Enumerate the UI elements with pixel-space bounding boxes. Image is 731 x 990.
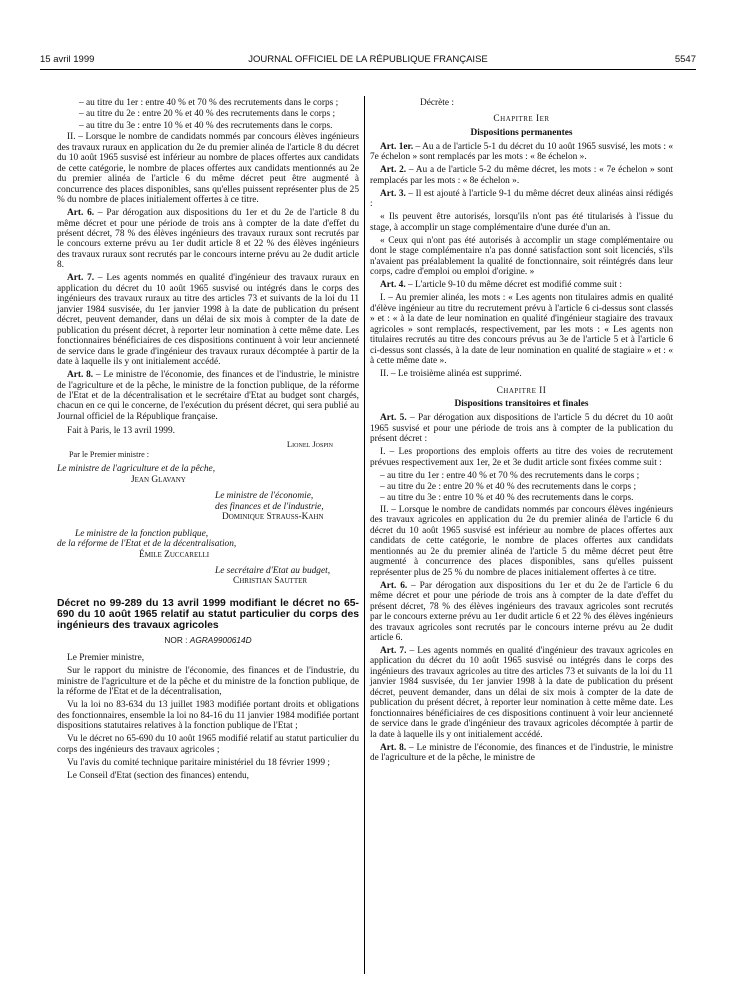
list-item: – au titre du 3e : entre 10 % et 40 % des recrutements dans le corps. [79,120,333,131]
article-7 [370,646,673,740]
name-agriculture: Jean Glavany [131,474,186,485]
article-label: Art. 8. [380,742,407,753]
article-label: Art. 8. [67,370,94,381]
nor-line [57,635,359,645]
article-7 [57,273,359,367]
article-3 [370,189,673,210]
list-item: – au titre du 1er : entre 40 % et 70 % des recrutements dans le corps ; [79,98,339,108]
article-text: – Par dérogation aux dispositions du 1er et du 2e de l'article 6 du même décret et pour une période de trois ans à compter de la date d'effet du présent décret, 78 % des élèves ingénieurs des travaux agricoles sont recrutés par le concours externe prévu au 1er dudit article 6 et 22 % des élèves ingénieurs des travaux agricoles sont recrutés par le concours interne prévu au 2e dudit article 6. [370,580,673,643]
signer-pm: Lionel Jospin [286,439,333,450]
right-column [370,98,673,766]
decrete: Décrète : [420,98,454,108]
article-text: – Au a de l'article 5-2 du même décret, les mots : « 7e échelon » sont remplacés par les mots : « 8e échelon ». [370,165,673,186]
quote-1: « Ils peuvent être autorisés, lorsqu'ils n'ont pas été titularisés à l'issue du stage, à accomplir un stage complémentaire d'une durée d'un an. [370,212,673,233]
name-fp: Émile Zuccarelli [139,549,210,560]
article-text: – Par dérogation aux dispositions de l'article 5 du décret du 10 août 1965 susvisé et pour une période de trois ans à compter de la publication du présent décret : [370,413,673,445]
preamble-line: Vu le décret no 65-690 du 10 août 1965 modifié relatif au statut particulier du corps des ingénieurs des travaux agricoles ; [57,734,359,755]
article-label: Art. 7. [380,646,407,657]
preamble-line: Vu l'avis du comité technique paritaire ministériel du 18 février 1999 ; [67,757,330,768]
article-8 [370,743,673,764]
paragraph-II: II. – Lorsque le nombre de candidats nommés par concours élèves ingénieurs des travaux ruraux en application du 2e du premier alinéa de l'article 8 du décret du 10 août 1965 susvisé est inférieur au nombre de places offertes aux candidats de cette catégorie, le nombre de places offertes aux candidats mentionnés au 2e du premier alinéa de l'article 6 du même décret peut être augmenté à concurrence des places disponibles, sans qu'elles puissent représenter plus de 25 % du nombre de places initialement offertes à ce titre. [57,132,359,206]
minister-fp-2: de la réforme de l'Etat et de la décentralisation, [57,539,237,550]
article-8 [57,370,359,422]
article-1 [370,142,673,163]
preamble-line: Le Conseil d'Etat (section des finances) entendu, [67,770,250,781]
article-5-I: I. – Les proportions des emplois offerts au titre des voies de recrutement prévues respectivement aux 1er, 2e et 3e dudit article sont fixées comme suit : [370,447,673,468]
column-separator [364,96,365,974]
header-date: 15 avril 1999 [40,54,95,65]
article-text: – Au a de l'article 5-1 du décret du 10 août 1965 susvisé, les mots : « 7e échelon » sont remplacés par les mots : « 8e échelon ». [370,141,674,163]
minister-agriculture: Le ministre de l'agriculture et de la pêche, [57,464,216,475]
header-rule [40,69,696,70]
article-6 [57,208,359,271]
article-6 [370,581,673,644]
article-4-II: II. – Le troisième alinéa est supprimé. [380,369,522,380]
list-item: – au titre du 1er : entre 40 % et 70 % des recrutements dans le corps ; [380,470,640,481]
chapter-1-title: Dispositions permanentes [470,127,573,138]
article-label: Art. 4. [380,280,406,291]
par-le-premier-ministre: Par le Premier ministre : [69,449,150,459]
article-text: – Les agents nommés en qualité d'ingénieur des travaux agricoles en application du décret du 10 août 1965 susvisé ou intégrés dans le corps des ingénieurs des travaux agricoles au titre des articles 73 et suivants de la loi du 11 janvier 1984 susvisée, du 1er janvier 1998 à la date de publication du présent décret, peuvent demander, dans un délai de six mois à compter de la date de publication du présent décret, à reporter leur nomination à cette même date. Les fonctionnaires bénéficiaires de ces dispositions continuent à voir leur ancienneté de service dans le grade d'ingénieur des travaux agricoles décomptée à partir de la date à laquelle ils y ont initialement accédé. [370,646,673,740]
article-4 [370,280,673,290]
article-text: – Par dérogation aux dispositions du 1er et du 2e de l'article 8 du même décret et pour une période de trois ans à compter de la date d'effet du présent décret, 78 % des élèves ingénieurs des travaux ruraux sont recrutés par le concours externe prévu au 1er dudit article 8 et 22 % des élèves ingénieurs des travaux ruraux sont recrutés par le concours interne prévu au 2e dudit article 8. [57,208,359,271]
name-economy: Dominique Strauss-Kahn [222,512,324,523]
list-item: – au titre du 2e : entre 20 % et 40 % des recrutements dans le corps ; [380,482,637,493]
article-text: – Le ministre de l'économie, des finances et de l'industrie, le ministre de l'agriculture et de la pêche, le ministre de [370,742,674,764]
list-item: – au titre du 2e : entre 20 % et 40 % des recrutements dans le corps ; [79,109,336,120]
article-label: Art. 3. [380,188,406,199]
article-label: Art. 5. [380,413,407,424]
article-text: – Le ministre de l'économie, des finances et de l'industrie, le ministre de l'agriculture et de la pêche, le ministre de la fonction publique, de la réforme de l'Etat et de la décentralisation et le secrétaire d'Etat au budget sont chargés, chacun en ce qui le concerne, de l'exécution du présent décret, qui sera publié au Journal officiel de la République française. [57,370,360,422]
header-journal-title: JOURNAL OFFICIEL DE LA RÉPUBLIQUE FRANÇAISE [248,54,488,65]
chapter-2-heading: Chapitre II [496,385,547,396]
nor-label: NOR : [164,634,188,645]
preamble-line: Sur le rapport du ministre de l'économie, des finances et de l'industrie, du ministre de l'agriculture et de la pêche et du ministre de la fonction publique, de la réforme de l'Etat et de la décentralisation, [57,666,359,698]
preamble-line: Le Premier ministre, [67,653,145,664]
article-label: Art. 6. [380,580,408,591]
page-header [40,54,696,68]
fait-a-paris: Fait à Paris, le 13 avril 1999. [67,426,175,437]
minister-economy-1: Le ministre de l'économie, [215,491,314,502]
article-label: Art. 1er. [380,141,414,152]
article-text: – L'article 9-10 du même décret est modifié comme suit : [405,280,622,291]
article-5-II: II. – Lorsque le nombre de candidats nommés par concours élèves ingénieurs des travaux agricoles en application du 2e du premier alinéa de l'article 6 du décret du 10 août 1965 susvisé est inférieur au nombre de places offertes aux candidats de cette catégorie, le nombre de places offertes aux candidats mentionnés au 2e du premier alinéa de l'article 5 du même décret peut être augmenté à concurrence des places disponibles, sans qu'elles puissent représenter plus de 25 % du nombre de places initialement offertes à ce titre. [370,504,673,578]
article-text: – Les agents nommés en qualité d'ingénieur des travaux ruraux en application du décret du 10 août 1965 susvisé ou intégrés dans le corps des ingénieurs des travaux ruraux au titre des articles 73 et suivants de la loi du 11 janvier 1984 susvisée, du 1er janvier 1998 à la date de publication du présent décret, peuvent demander, dans un délai de six mois à compter de la date de publication du présent décret, à reporter leur nomination à cette même date. Les fonctionnaires bénéficiaires de ces dispositions continuent à voir leur ancienneté de service dans le grade d'ingénieur des travaux ruraux décomptée à partir de la date à laquelle ils y ont initialement accédé. [57,273,359,368]
article-text: – Il est ajouté à l'article 9-1 du même décret deux alinéas ainsi rédigés : [370,188,673,210]
nor-value: AGRA9900614D [189,634,252,645]
chapter-1-heading: Chapitre Ier [493,114,550,125]
header-page-number: 5547 [674,54,696,65]
list-item: – au titre du 3e : entre 10 % et 40 % des recrutements dans le corps. [380,493,634,504]
decree-title: Décret no 99-289 du 13 avril 1999 modifiant le décret no 65-690 du 10 août 1965 relatif au statut particulier du corps des ingénieurs des travaux agricoles [57,597,359,631]
quote-2: « Ceux qui n'ont pas été autorisés à accomplir un stage complémentaire ou dont le stage complémentaire n'a pas donné satisfaction sont soit licenciés, s'ils n'avaient pas préalablement la qualité de fonctionnaire, soit réintégrés dans leur corps, cadre d'emploi ou emploi d'origine. » [370,235,673,278]
chapter-2-title: Dispositions transitoires et finales [454,398,589,409]
article-2 [370,165,673,186]
article-label: Art. 7. [67,273,95,284]
preamble-line: Vu la loi no 83-634 du 13 juillet 1983 modifiée portant droits et obligations des fonctionnaires, ensemble la loi no 84-16 du 11 janvier 1984 modifiée portant dispositions statutaires relatives à la fonction publique de l'Etat ; [57,700,359,732]
name-budget: Christian Sautter [233,576,308,587]
article-label: Art. 2. [380,165,407,176]
minister-fp-1: Le ministre de la fonction publique, [75,528,209,539]
article-label: Art. 6. [67,208,95,219]
left-column [57,98,359,784]
secretary-budget: Le secrétaire d'Etat au budget, [215,565,331,576]
article-5 [370,413,673,444]
minister-economy-2: des finances et de l'industrie, [215,501,324,512]
article-4-I: I. – Au premier alinéa, les mots : « Les agents non titulaires admis en qualité d'élève ingénieur au titre du recrutement prévu à l'article 6 ci-dessus sont classés » et : « à la date de leur nomination en qualité d'ingénieur stagiaire des travaux agricoles » sont remplacés, respectivement, par les mots : « Les agents non titulaires recrutés au titre des concours prévus au 3e de l'article 5 et à l'article 6 ci-dessus sont classés, à la date de leur nomination en qualité de stagiaire » et : « à cette même date ». [370,293,673,367]
